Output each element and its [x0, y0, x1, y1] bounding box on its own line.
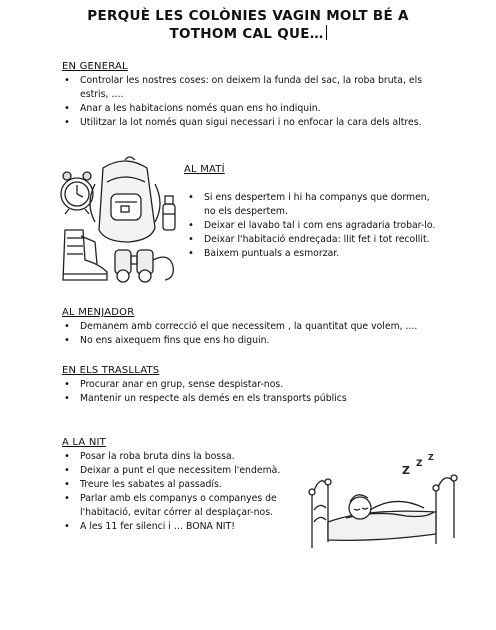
list-item: • Deixar l'habitació endreçada: llit fet i tot recollit.: [186, 233, 436, 247]
section-heading-nit: A LA NIT: [62, 437, 106, 448]
list-general: [62, 74, 442, 130]
list-item: • Procurar anar en grup, sense despistar-nos.: [62, 378, 452, 392]
bed-icon: [309, 475, 457, 548]
list-item: • Deixar a punt el que necessitem l'endemà.: [62, 464, 302, 478]
svg-text:Z: Z: [416, 459, 423, 469]
list-item: • Controlar les nostres coses: on deixem la funda del sac, la roba bruta, els estris, ….: [62, 74, 442, 102]
svg-text:Z: Z: [402, 464, 410, 477]
list-item: • Mantenir un respecte als demés en els transports públics: [62, 392, 452, 406]
section-heading-mati: AL MATÍ: [184, 164, 225, 175]
list-item: • Demanem amb correcció el que necessitem , la quantitat que volem, ....: [62, 320, 452, 334]
list-item: • Si ens despertem i hi ha companys que dormen, no els despertem.: [186, 191, 436, 219]
list-item: • A les 11 fer silenci i … BONA NIT!: [62, 520, 302, 534]
section-heading-trasllats: EN ELS TRASLLATS: [62, 365, 160, 376]
list-item: • Posar la roba bruta dins la bossa.: [62, 450, 302, 464]
sleeping-child-illustration: [306, 452, 462, 552]
list-trasllats: [62, 378, 452, 406]
section-heading-general: EN GENERAL: [62, 61, 128, 72]
alarm-clock-icon: [61, 172, 93, 214]
list-item: • Anar a les habitacions només quan ens ho indiquin.: [62, 102, 442, 116]
backpack-icon: [90, 157, 160, 242]
list-item: • No ens aixequem fins que ens ho diguin.: [62, 334, 452, 348]
list-item: • Deixar el lavabo tal i com ens agradaria trobar-lo.: [186, 219, 436, 233]
list-item: • Treure les sabates al passadís.: [62, 478, 302, 492]
binoculars-icon: [115, 250, 173, 282]
svg-text:Z: Z: [428, 453, 434, 462]
list-menjador: [62, 320, 452, 348]
camping-gear-illustration: [55, 156, 185, 290]
list-item: • Utilitzar la lot només quan sigui necessari i no enfocar la cara dels altres.: [62, 116, 442, 130]
section-heading-menjador: AL MENJADOR: [62, 307, 135, 318]
water-bottle-icon: [163, 196, 175, 230]
list-nit: [62, 450, 302, 534]
sleep-z-icon: [402, 453, 434, 477]
list-item: • Baixem puntuals a esmorzar.: [186, 247, 436, 261]
page-title-line1: PERQUÈ LES COLÒNIES VAGIN MOLT BÉ A: [87, 8, 409, 24]
page-title-line2: TOTHOM CAL QUE…: [0, 25, 496, 43]
page-title: [0, 7, 496, 43]
list-mati: [186, 191, 436, 261]
hiking-boots-icon: [63, 230, 107, 280]
list-item: • Parlar amb els companys o companyes de l'habitació, evitar córrer al desplaçar-nos.: [62, 492, 302, 520]
text-cursor: [326, 25, 327, 40]
